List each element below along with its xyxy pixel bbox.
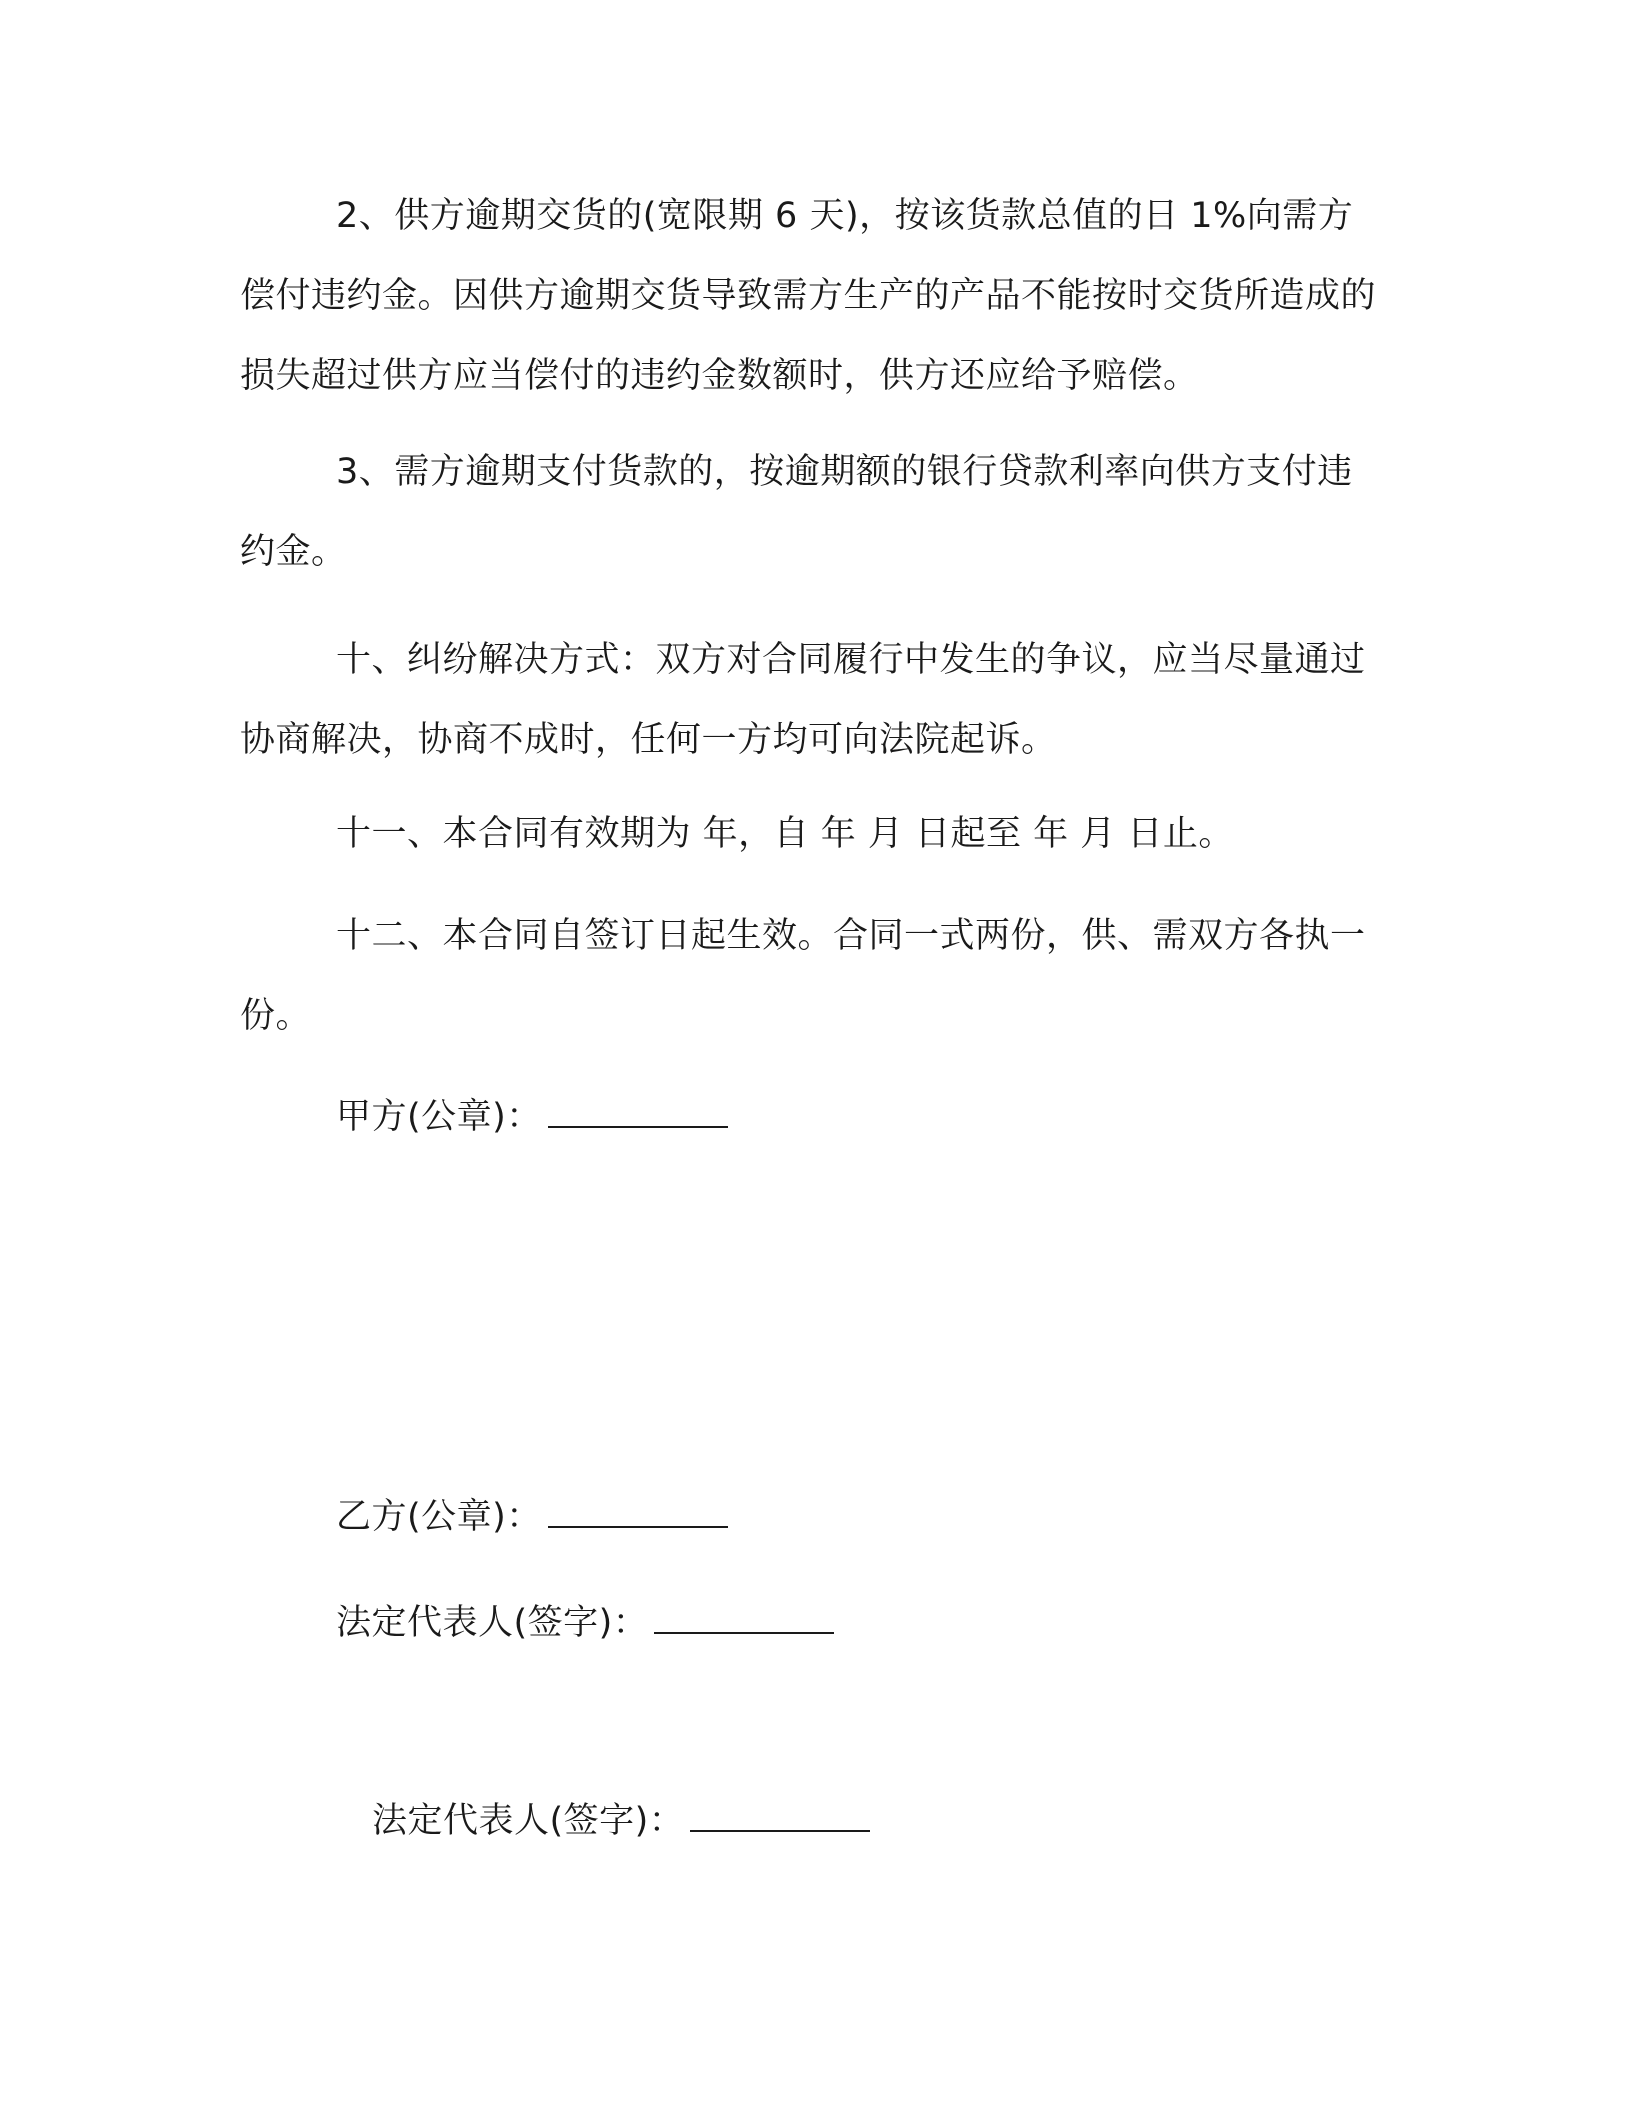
legal-rep-label-2: 法定代表人(签字)： [372, 1801, 685, 1841]
legal-rep-signature-line-1 [336, 1598, 834, 1648]
party-b-seal-line [336, 1492, 728, 1542]
clause-2-paragraph: 2、供方逾期交货的(宽限期 6 天)，按该货款总值的日 1%向需方偿付违约金。因供方逾期交货导致需方生产的产品不能按时交货所造成的损失超过供方应当偿付的违约金数额时，供方还应给予赔偿。 [240, 196, 1377, 396]
clause-10-paragraph: 十、纠纷解决方式：双方对合同履行中发生的争议，应当尽量通过协商解决，协商不成时，任何一方均可向法院起诉。 [240, 640, 1366, 760]
clause-11-paragraph: 十一、本合同有效期为 年，自 年 月 日起至 年 月 日止。 [336, 814, 1234, 854]
legal-rep-blank-2 [690, 1798, 870, 1832]
party-a-seal-line [336, 1092, 728, 1142]
party-b-seal-label: 乙方(公章)： [336, 1497, 542, 1537]
party-b-seal-blank [548, 1494, 728, 1528]
party-a-seal-label: 甲方(公章)： [336, 1097, 542, 1137]
legal-rep-blank-1 [654, 1600, 834, 1634]
clause-12-paragraph: 十二、本合同自签订日起生效。合同一式两份，供、需双方各执一份。 [240, 916, 1366, 1036]
clause-3-paragraph: 3、需方逾期支付货款的，按逾期额的银行贷款利率向供方支付违约金。 [240, 452, 1353, 572]
party-a-seal-blank [548, 1094, 728, 1128]
legal-rep-signature-line-2 [372, 1796, 870, 1846]
legal-rep-label-1: 法定代表人(签字)： [336, 1603, 649, 1643]
